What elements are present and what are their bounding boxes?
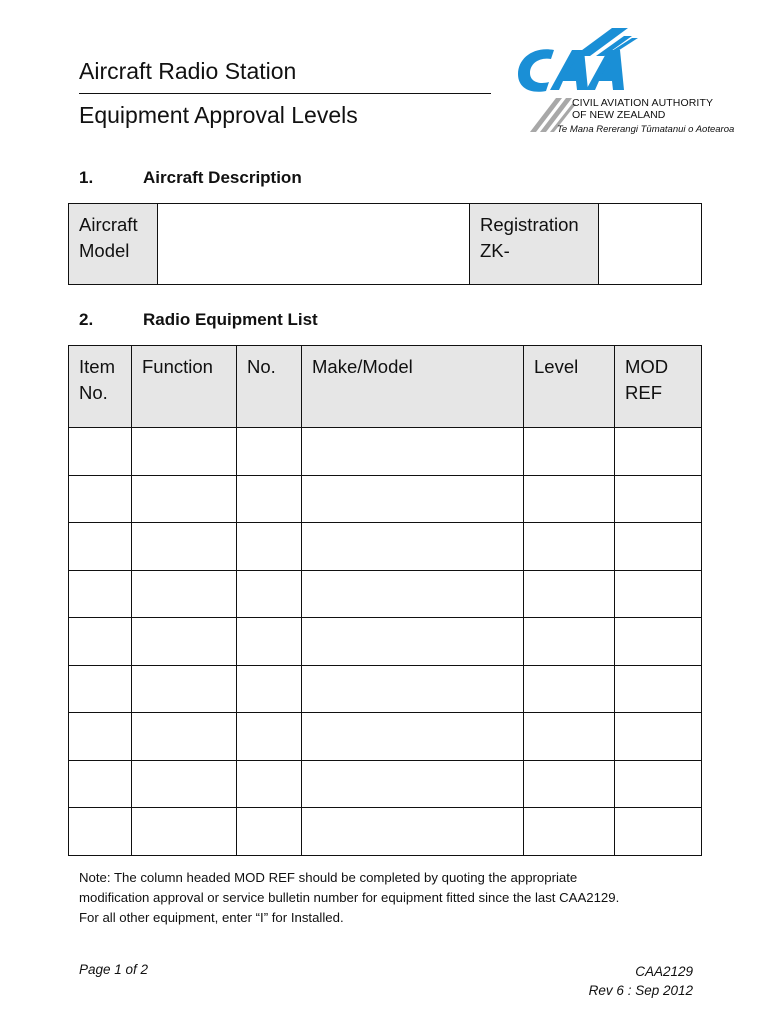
logo-country: OF NEW ZEALAND: [572, 109, 666, 121]
header-mod-ref: [615, 346, 702, 428]
cell-item-no[interactable]: [69, 760, 132, 808]
table-row: [69, 570, 702, 618]
document-title: Aircraft Radio Station: [79, 58, 297, 84]
note-line2: modification approval or service bulletin number for equipment fitted since the last CAA2129.: [79, 890, 620, 905]
cell-no[interactable]: [237, 428, 302, 476]
form-reference: [589, 962, 693, 1000]
cell-make-model[interactable]: [302, 618, 524, 666]
cell-make-model[interactable]: [302, 760, 524, 808]
cell-level[interactable]: [524, 570, 615, 618]
header-no-label: No.: [247, 356, 276, 377]
cell-mod-ref[interactable]: [615, 475, 702, 523]
table-row: [69, 665, 702, 713]
cell-make-model[interactable]: [302, 713, 524, 761]
cell-no[interactable]: [237, 475, 302, 523]
cell-function[interactable]: [132, 570, 237, 618]
header-mod-line1: MOD: [625, 356, 669, 377]
cell-mod-ref[interactable]: [615, 665, 702, 713]
cell-mod-ref[interactable]: [615, 570, 702, 618]
cell-no[interactable]: [237, 523, 302, 571]
header-level-label: Level: [534, 356, 579, 377]
cell-make-model[interactable]: [302, 570, 524, 618]
cell-level[interactable]: [524, 713, 615, 761]
cell-make-model[interactable]: [302, 428, 524, 476]
note-line3: For all other equipment, enter “I” for Installed.: [79, 910, 344, 925]
table-row: [69, 760, 702, 808]
aircraft-description-table: [68, 203, 702, 285]
cell-make-model[interactable]: [302, 808, 524, 856]
cell-item-no[interactable]: [69, 713, 132, 761]
logo-maori-name: Te Mana Rererangi Tūmatanui o Aotearoa: [557, 124, 735, 135]
cell-function[interactable]: [132, 475, 237, 523]
registration-label: Registration: [480, 214, 579, 235]
cell-item-no[interactable]: [69, 475, 132, 523]
aircraft-model-label-line1: Aircraft: [79, 214, 138, 235]
cell-mod-ref[interactable]: [615, 808, 702, 856]
header-mod-line2: REF: [625, 382, 662, 403]
aircraft-model-input-cell[interactable]: [158, 204, 470, 285]
cell-make-model[interactable]: [302, 475, 524, 523]
cell-make-model[interactable]: [302, 665, 524, 713]
cell-function[interactable]: [132, 665, 237, 713]
logo-authority-name: CIVIL AVIATION AUTHORITY: [572, 97, 714, 109]
cell-item-no[interactable]: [69, 570, 132, 618]
cell-level[interactable]: [524, 808, 615, 856]
cell-no[interactable]: [237, 570, 302, 618]
section-1-title: Aircraft Description: [143, 168, 302, 187]
cell-function[interactable]: [132, 760, 237, 808]
cell-level[interactable]: [524, 428, 615, 476]
table-header-row: [69, 346, 702, 428]
table-row: [69, 475, 702, 523]
cell-function[interactable]: [132, 618, 237, 666]
header-level: [524, 346, 615, 428]
header-function: [132, 346, 237, 428]
section-2-title: Radio Equipment List: [143, 310, 318, 329]
cell-function[interactable]: [132, 523, 237, 571]
page-number: Page 1 of 2: [79, 962, 149, 977]
header-item-line2: No.: [79, 382, 108, 403]
cell-level[interactable]: [524, 665, 615, 713]
header-make-model-label: Make/Model: [312, 356, 413, 377]
cell-item-no[interactable]: [69, 808, 132, 856]
cell-no[interactable]: [237, 618, 302, 666]
section-2-number: 2.: [79, 310, 94, 329]
form-revision: Rev 6 : Sep 2012: [588, 983, 693, 998]
section-1-heading: [79, 168, 302, 188]
aircraft-model-label-line2: Model: [79, 240, 130, 261]
logo-caa-mark-icon: [518, 49, 624, 92]
cell-item-no[interactable]: [69, 523, 132, 571]
cell-mod-ref[interactable]: [615, 428, 702, 476]
table-row: [69, 808, 702, 856]
table-row: [69, 618, 702, 666]
aircraft-model-label-cell: [69, 204, 158, 285]
cell-item-no[interactable]: [69, 428, 132, 476]
header-item-no: [69, 346, 132, 428]
form-code: CAA2129: [635, 964, 693, 979]
cell-mod-ref[interactable]: [615, 523, 702, 571]
radio-equipment-table: [68, 345, 702, 856]
cell-item-no[interactable]: [69, 618, 132, 666]
cell-function[interactable]: [132, 428, 237, 476]
cell-no[interactable]: [237, 665, 302, 713]
table-row: [69, 523, 702, 571]
registration-input-cell[interactable]: [599, 204, 702, 285]
cell-mod-ref[interactable]: [615, 618, 702, 666]
header-function-label: Function: [142, 356, 213, 377]
note-text: [79, 868, 719, 928]
cell-level[interactable]: [524, 523, 615, 571]
cell-level[interactable]: [524, 760, 615, 808]
document-subtitle: Equipment Approval Levels: [79, 102, 358, 128]
section-1-number: 1.: [79, 168, 94, 187]
cell-mod-ref[interactable]: [615, 760, 702, 808]
cell-level[interactable]: [524, 475, 615, 523]
cell-item-no[interactable]: [69, 665, 132, 713]
registration-label-cell: [470, 204, 599, 285]
table-row: [69, 713, 702, 761]
table-row: [69, 428, 702, 476]
header-item-line1: Item: [79, 356, 115, 377]
section-2-heading: [79, 310, 318, 330]
registration-prefix: ZK-: [480, 240, 510, 261]
cell-function[interactable]: [132, 713, 237, 761]
note-line1: Note: The column headed MOD REF should be completed by quoting the appropriate: [79, 870, 578, 885]
title-divider: [79, 93, 491, 94]
cell-function[interactable]: [132, 808, 237, 856]
cell-no[interactable]: [237, 713, 302, 761]
header-make-model: [302, 346, 524, 428]
cell-make-model[interactable]: [302, 523, 524, 571]
cell-no[interactable]: [237, 760, 302, 808]
cell-no[interactable]: [237, 808, 302, 856]
cell-level[interactable]: [524, 618, 615, 666]
cell-mod-ref[interactable]: [615, 713, 702, 761]
header-no: [237, 346, 302, 428]
